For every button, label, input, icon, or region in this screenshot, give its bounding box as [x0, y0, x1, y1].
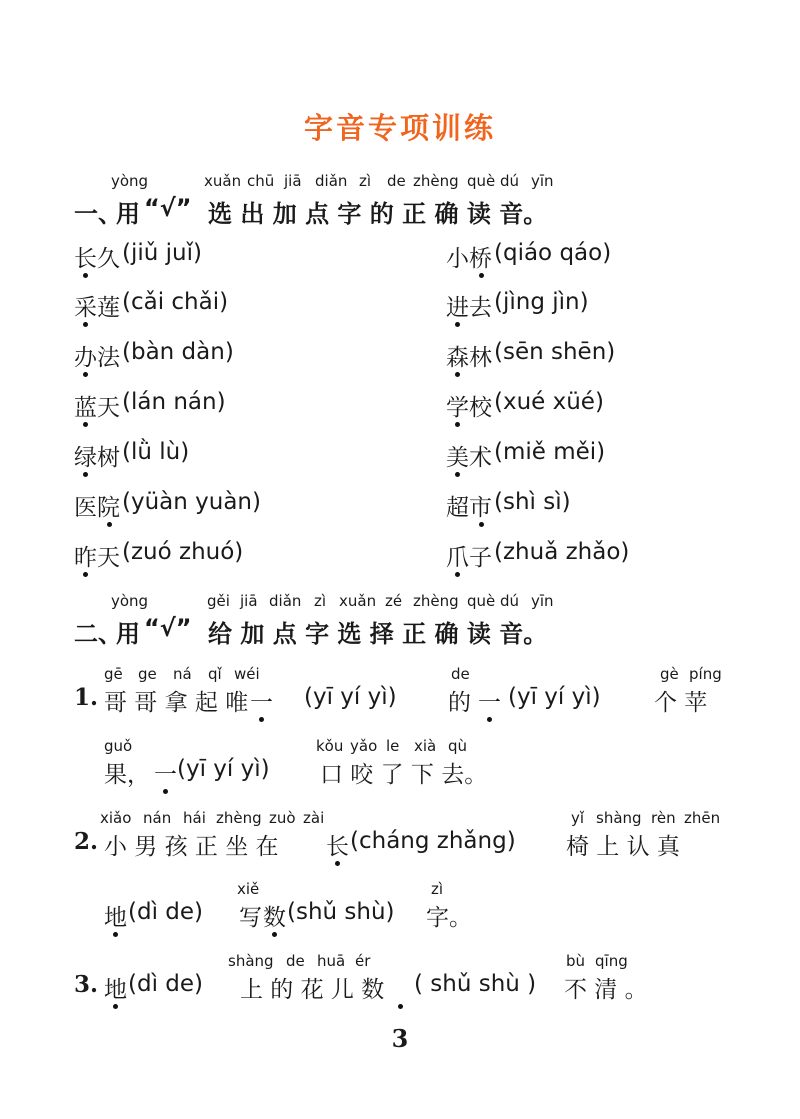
pinyin: de [451, 665, 470, 683]
emphasis-dot [398, 1004, 403, 1009]
pinyin: xià [414, 737, 437, 755]
item-word: 蓝天 [74, 395, 120, 421]
pinyin: jiā [284, 172, 302, 190]
options: (shǔ shù) [287, 899, 395, 925]
pinyin: xuǎn [339, 592, 377, 610]
item-word: 小桥 [446, 246, 492, 272]
emphasis-dot [455, 572, 460, 577]
sentence-text: 口 咬 了 下 去。 [320, 762, 488, 788]
q2-pinyin-line1 [0, 809, 800, 829]
item-options: (lǜ lù) [122, 439, 190, 465]
pinyin: hái [183, 809, 206, 827]
item [74, 339, 394, 371]
pinyin: zì [431, 880, 444, 898]
target-char: 一 [154, 762, 177, 788]
item-options: (xué xüé) [494, 389, 604, 415]
pinyin: ge [138, 665, 157, 683]
target-char: 数 [263, 905, 286, 931]
pinyin: zài [303, 809, 325, 827]
item-options: (zhuǎ zhǎo) [494, 539, 630, 565]
item-options: (cǎi chǎi) [122, 289, 229, 315]
item-word: 爪子 [446, 545, 492, 571]
item [446, 240, 776, 272]
pinyin: dú [500, 172, 520, 190]
page-title: 字音专项训练 [303, 111, 496, 145]
pinyin: zhèng [413, 172, 459, 190]
pinyin: gè [660, 665, 679, 683]
emphasis-dot [455, 372, 460, 377]
target-char: 长 [326, 834, 349, 860]
heading-text: 用 [116, 200, 140, 228]
item-options: (jiǔ juǐ) [122, 240, 202, 266]
section2-pinyin [0, 592, 800, 612]
target-char: 一 [250, 690, 273, 716]
item-word: 长久 [74, 246, 120, 272]
item [446, 339, 776, 371]
emphasis-dot [479, 273, 484, 278]
pinyin: yǐ [571, 809, 585, 827]
item-options: (qiáo qáo) [494, 240, 612, 266]
item-word: 超市 [446, 495, 492, 521]
sentence-text: 椅 上 认 真 [566, 834, 680, 860]
item-word: 昨天 [74, 545, 120, 571]
options: (cháng zhǎng) [350, 828, 516, 854]
emphasis-dot [83, 372, 88, 377]
pinyin: zuò [269, 809, 296, 827]
item-word: 进去 [446, 295, 492, 321]
emphasis-dot [83, 472, 88, 477]
q3-line1 [74, 971, 774, 1003]
q3-pinyin-line1 [0, 952, 800, 972]
pinyin: diǎn [315, 172, 348, 190]
pinyin: qǐ [208, 665, 222, 683]
item-options: (yüàn yuàn) [122, 489, 261, 515]
pinyin: ér [355, 952, 371, 970]
pinyin: yīn [531, 172, 554, 190]
item [74, 489, 394, 521]
item [74, 439, 394, 471]
emphasis-dot [163, 789, 168, 794]
emphasis-dot [107, 522, 112, 527]
item [74, 289, 394, 321]
question-number: 2. [74, 828, 99, 855]
sentence-text: 个 苹 [654, 690, 708, 716]
pinyin: huā [317, 952, 346, 970]
pinyin: bù [566, 952, 586, 970]
pinyin: de [387, 172, 406, 190]
item [74, 539, 394, 571]
pinyin: kǒu [316, 737, 344, 755]
question-number: 1. [74, 684, 99, 711]
pinyin: zé [385, 592, 403, 610]
check-mark: “√” [144, 614, 192, 642]
emphasis-dot [83, 422, 88, 427]
item-word: 绿树 [74, 445, 120, 471]
section-number: 二、 [74, 620, 122, 648]
options: ( shǔ shù ) [414, 971, 537, 997]
emphasis-dot [479, 522, 484, 527]
options: (dì de) [128, 971, 203, 997]
sentence-text: 的 [448, 690, 471, 716]
options: (yī yí yì) [177, 756, 270, 782]
pinyin: píng [689, 665, 722, 683]
q2-line1 [74, 828, 774, 860]
item-options: (miě měi) [494, 439, 606, 465]
page-number: 3 [391, 1024, 409, 1053]
sentence-text: 写 [239, 905, 262, 931]
pinyin: zhèng [216, 809, 262, 827]
item-options: (bàn dàn) [122, 339, 234, 365]
pinyin: guǒ [104, 737, 133, 755]
item-options: (shì sì) [494, 489, 571, 515]
pinyin: wéi [234, 665, 260, 683]
pinyin: xiě [237, 880, 260, 898]
q2-pinyin-line2 [0, 880, 800, 900]
pinyin: jiā [240, 592, 258, 610]
q1-pinyin-line2 [0, 737, 800, 757]
item-options: (jìng jìn) [494, 289, 589, 315]
pinyin: yòng [111, 172, 149, 190]
sentence-text: 果， [104, 762, 150, 788]
pinyin: gěi [207, 592, 230, 610]
pinyin: diǎn [269, 592, 302, 610]
item [446, 439, 776, 471]
question-number: 3. [74, 971, 99, 998]
emphasis-dot [487, 717, 492, 722]
heading-text: 选 出 加 点 字 的 正 确 读 音。 [208, 200, 548, 228]
emphasis-dot [455, 422, 460, 427]
item-word: 医院 [74, 495, 120, 521]
pinyin: dú [500, 592, 520, 610]
pinyin: xuǎn [204, 172, 242, 190]
emphasis-dot [83, 322, 88, 327]
item [446, 389, 776, 421]
item [446, 289, 776, 321]
emphasis-dot [83, 273, 88, 278]
sentence-text: 上 的 花 儿 数 [240, 977, 385, 1003]
item-word: 美术 [446, 445, 492, 471]
sentence-text: 哥 哥 拿 起 唯 [104, 690, 249, 716]
item [74, 240, 394, 272]
pinyin: zì [359, 172, 372, 190]
pinyin: què [467, 172, 496, 190]
section2-heading [0, 614, 800, 648]
item-options: (sēn shēn) [494, 339, 616, 365]
pinyin: què [467, 592, 496, 610]
pinyin: yīn [531, 592, 554, 610]
pinyin: qīng [595, 952, 628, 970]
options: (yī yí yì) [508, 684, 601, 710]
pinyin: yòng [111, 592, 149, 610]
item [446, 489, 776, 521]
emphasis-dot [272, 932, 277, 937]
pinyin: ná [173, 665, 192, 683]
item-word: 办法 [74, 345, 120, 371]
pinyin: yǎo [350, 737, 378, 755]
emphasis-dot [335, 861, 340, 866]
section1-heading [0, 194, 800, 228]
q1-line1 [74, 684, 774, 716]
emphasis-dot [259, 717, 264, 722]
item-word: 采莲 [74, 295, 120, 321]
pinyin: nán [143, 809, 172, 827]
heading-text: 给 加 点 字 选 择 正 确 读 音。 [208, 620, 548, 648]
pinyin: chū [247, 172, 275, 190]
item [74, 389, 394, 421]
options: (yī yí yì) [304, 684, 397, 710]
options: (dì de) [128, 899, 203, 925]
pinyin: shàng [228, 952, 274, 970]
target-char: 地 [104, 977, 127, 1003]
emphasis-dot [455, 322, 460, 327]
sentence-text: 不 清 。 [564, 977, 648, 1003]
pinyin: le [386, 737, 400, 755]
q1-line2 [74, 756, 774, 788]
pinyin: qù [448, 737, 468, 755]
section1-pinyin [0, 172, 800, 192]
item-word: 学校 [446, 395, 492, 421]
check-mark: “√” [144, 194, 192, 222]
emphasis-dot [113, 1004, 118, 1009]
section-number: 一、 [74, 200, 122, 228]
pinyin: gē [104, 665, 123, 683]
pinyin: zhēn [684, 809, 721, 827]
sentence-text: 字。 [426, 905, 472, 931]
emphasis-dot [113, 932, 118, 937]
emphasis-dot [83, 572, 88, 577]
pinyin: zì [314, 592, 327, 610]
target-char: 一 [478, 690, 501, 716]
pinyin: zhèng [413, 592, 459, 610]
pinyin: xiǎo [100, 809, 132, 827]
q2-line2 [74, 899, 774, 931]
pinyin: rèn [651, 809, 676, 827]
q1-pinyin-line1 [0, 665, 800, 685]
pinyin: de [286, 952, 305, 970]
item [446, 539, 776, 571]
pinyin: shàng [596, 809, 642, 827]
emphasis-dot [455, 472, 460, 477]
target-char: 地 [104, 905, 127, 931]
item-word: 森林 [446, 345, 492, 371]
item-options: (lán nán) [122, 389, 226, 415]
sentence-text: 小 男 孩 正 坐 在 [104, 834, 279, 860]
item-options: (zuó zhuó) [122, 539, 244, 565]
heading-text: 用 [116, 620, 140, 648]
